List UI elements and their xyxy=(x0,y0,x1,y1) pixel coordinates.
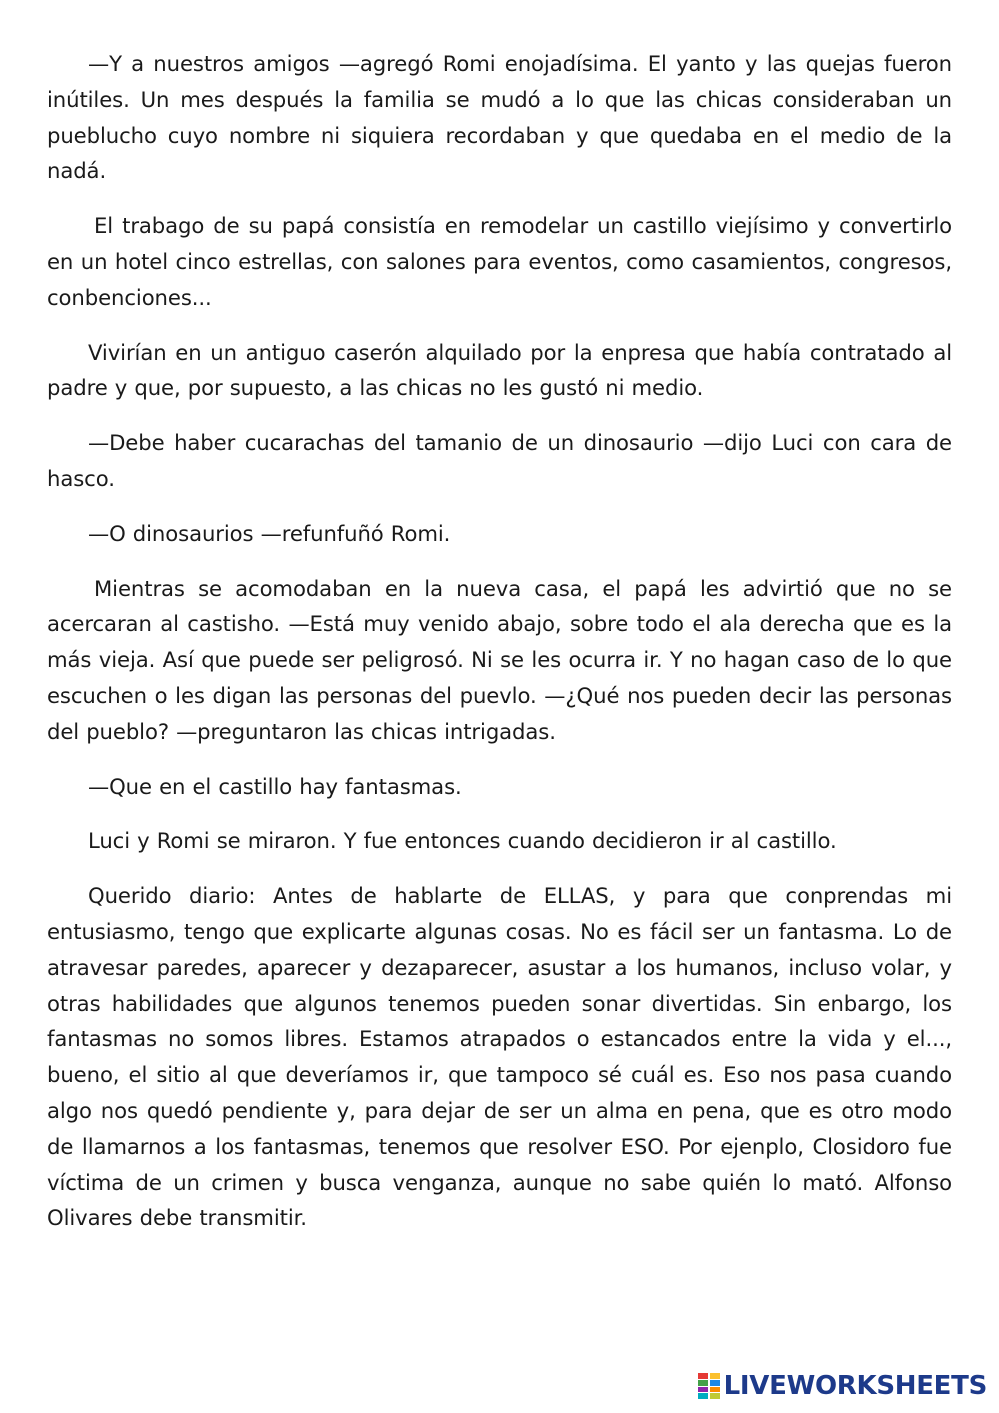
paragraph-7: —Que en el castillo hay fantasmas. xyxy=(88,773,462,799)
liveworksheets-brand[interactable] xyxy=(698,1369,987,1403)
liveworksheets-wordmark: LIVEWORKSHEETS xyxy=(723,1371,987,1401)
paragraph-2: El trabago de su papá consistía en remodelar un castillo viejísimo y convertirlo en un hotel cinco estrellas, con salones para eventos, como casamientos, congresos, conbenciones... xyxy=(47,213,952,310)
document-body xyxy=(47,46,952,1255)
paragraph-5: —O dinosaurios —refunfuñó Romi. xyxy=(88,520,451,546)
paragraph-9: Querido diario: Antes de hablarte de ELLAS, y para que conprendas mi entusiasmo, tengo que explicarte algunas cosas. No es fácil ser un fantasma. Lo de atravesar paredes, aparecer y dezaparecer, asustar a los humanos, incluso volar, y otras habilidades que algunos tenemos pueden sonar divertidas. Sin enbargo, los fantasmas no somos libres. Estamos atrapados o estancados entre la vida y el..., bueno, el sitio al que deveríamos ir, que tampoco sé cuál es. Eso nos pasa cuando algo nos quedó pendiente y, para dejar de ser un alma en pena, que es otro modo de llamarnos a los fantasmas, tenemos que resolver ESO. Por ejenplo, Closidoro fue víctima de un crimen y busca venganza, aunque no sabe quién lo mató. Alfonso Olivares debe transmitir. xyxy=(47,883,952,1231)
paragraph-4: —Debe haber cucarachas del tamanio de un dinosaurio —dijo Luci con cara de hasco. xyxy=(47,430,952,491)
paragraph-3: Vivirían en un antiguo caserón alquilado por la enpresa que había contratado al padre y que, por supuesto, a las chicas no les gustó ni medio. xyxy=(47,339,952,401)
liveworksheets-logo-icon xyxy=(698,1373,720,1399)
paragraph-8: Luci y Romi se miraron. Y fue entonces cuando decidieron ir al castillo. xyxy=(88,828,837,854)
paragraph-6: Mientras se acomodaban en la nueva casa, el papá les advirtió que no se acercaran al castisho. —Está muy venido abajo, sobre todo el ala derecha que es la más vieja. Así que puede ser peligrosó. Ni se les ocurra ir. Y no hagan caso de lo que escuchen o les digan las personas del puevlo. —¿Qué nos pueden decir las personas del pueblo? —preguntaron las chicas intrigadas. xyxy=(47,575,952,744)
paragraph-1: —Y a nuestros amigos —agregó Romi enojadísima. El yanto y las quejas fueron inútiles. Un mes después la familia se mudó a lo que las chicas consideraban un pueblucho cuyo nombre ni siquiera recordaban y que quedaba en el medio de la nadá. xyxy=(47,51,952,184)
